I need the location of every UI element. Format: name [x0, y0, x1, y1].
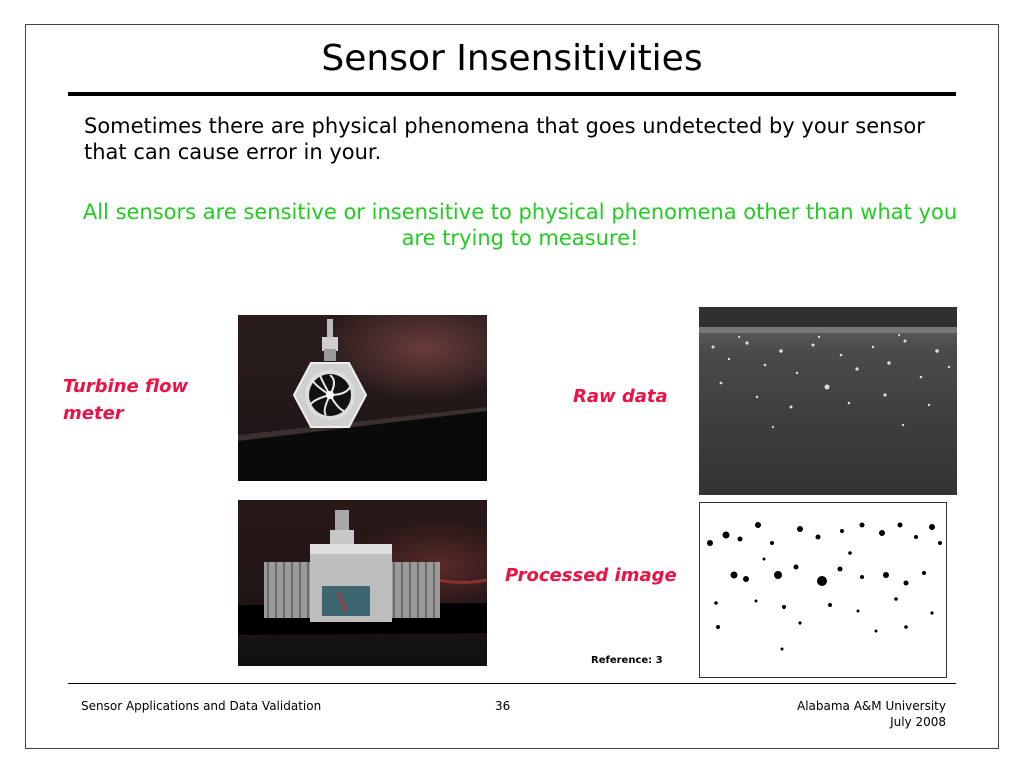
processed-image-label: Processed image	[505, 565, 677, 586]
footer-page-number: 36	[495, 699, 511, 713]
turbine-side-photo	[238, 500, 487, 666]
footer-date: July 2008	[890, 715, 946, 729]
turbine-label: Turbine flow meter	[63, 376, 189, 424]
reference-note: Reference: 3	[591, 655, 663, 666]
footer-divider	[68, 683, 956, 684]
raw-data-label: Raw data	[573, 386, 668, 407]
turbine-front-photo	[238, 315, 487, 481]
highlight-text: All sensors are sensitive or insensitive to physical phenomena other than what you are trying to measure!	[82, 200, 958, 250]
turbine-front-illustration	[238, 315, 487, 481]
raw-data-image	[699, 307, 957, 495]
raw-particles-illustration	[699, 307, 957, 495]
footer-org-date	[797, 698, 946, 730]
turbine-side-illustration	[238, 500, 487, 666]
processed-particles-illustration	[700, 503, 946, 677]
body-text: Sometimes there are physical phenomena that goes undetected by your sensor that can cause error in your.	[84, 114, 925, 164]
footer-course-title: Sensor Applications and Data Validation	[81, 699, 322, 713]
processed-image	[699, 502, 947, 678]
title-divider	[68, 92, 956, 96]
footer-org: Alabama A&M University	[797, 699, 946, 713]
slide-title: Sensor Insensitivities	[321, 38, 703, 79]
